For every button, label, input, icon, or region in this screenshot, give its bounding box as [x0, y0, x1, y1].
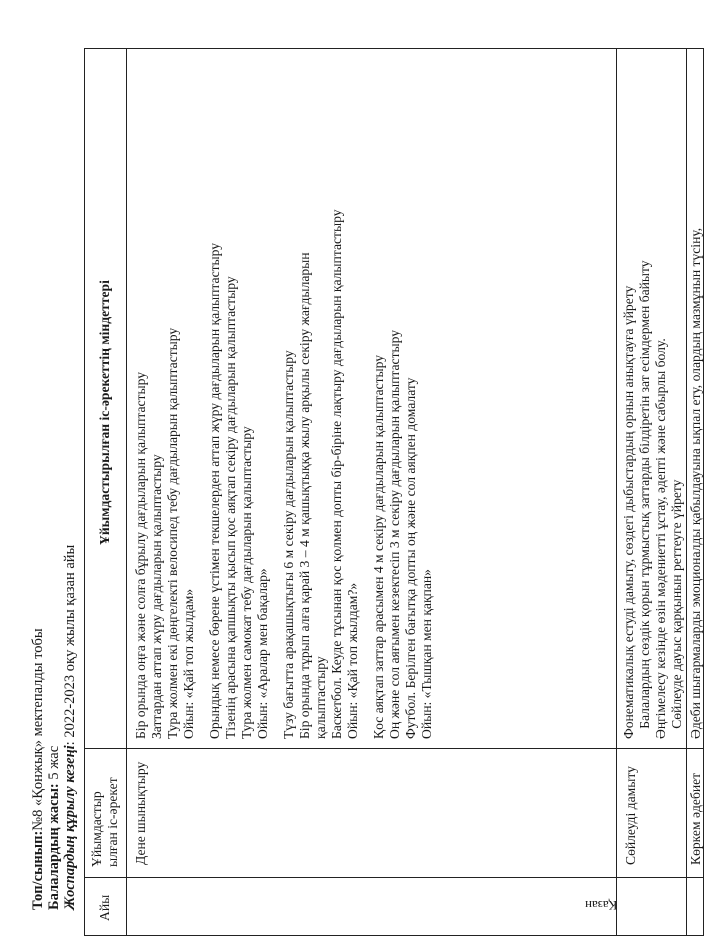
header-month: Айы	[97, 894, 112, 921]
task-item: Тізенің арасына қапшықты қысып қос аяқтап секіру дағдыларын қалыптастыру	[223, 276, 238, 739]
header-row	[85, 49, 127, 935]
task-item: Ойын: «Аралар мен бақалар»	[255, 568, 270, 739]
task-item: Оң және сол аяғымен кезектесіп 3 м секіру дағдыларын қалыптастыру	[387, 329, 402, 739]
task-item: Түзу бағытта арақашықтығы 6 м секіру дағдыларын қалыптастыру	[281, 350, 296, 739]
task-item: Тура жолмен екі дөңгелекті велосипед тебу дағдыларын қалыптастыру	[165, 327, 180, 739]
activity-speech: Сөйлеуді дамыту	[623, 766, 638, 865]
task-item: Заттардан аттап жүру дағдыларын қалыптастыру	[149, 454, 164, 739]
task-item: Баскетбол. Кеуде тұсынан қос қолмен допты бір-біріне лақтыру дағдыларын қалыптастыру	[329, 209, 344, 739]
age-label: Балалардың жасы:	[46, 783, 62, 910]
tasks-physical	[133, 210, 435, 740]
period-line	[62, 545, 78, 910]
activity-physical: Дене шынықтыру	[133, 761, 148, 865]
tasks-literature	[688, 228, 704, 739]
header-activity	[89, 777, 121, 867]
month-label: Қазан	[585, 898, 618, 913]
period-label: Жоспардың құрылу кезеңі	[62, 745, 78, 910]
task-item: Бір орында оңға және солға бұрылу дағдыларын қалыптастыру	[133, 371, 148, 739]
group-label: Топ/сынып:	[30, 830, 46, 910]
header-tasks: Ұйымдастырылған іс-әрекеттің міндеттері	[97, 280, 112, 545]
task-item: қалыптастыру	[313, 656, 328, 739]
task-item: Ойын: «Қай топ жылдам?»	[345, 582, 360, 739]
table-row	[617, 49, 687, 935]
group-line	[30, 628, 46, 910]
group-value: №8 «Қонжық» мектепалды тобы	[30, 628, 46, 831]
age-line	[46, 746, 62, 910]
task-item: Әңгімелесу кезінде өзін мәдениетті ұстау, әдепті және сабырлы болу.	[653, 338, 668, 739]
period-value: : 2022-2023 оқу жылы қазан айы	[62, 544, 78, 746]
activity-literature: Көркем әдебиет	[688, 772, 703, 865]
task-item: Әдеби шығармаларды эмоционалды қабылдауына ықпал ету, олардың мазмұнын түсіну,	[688, 227, 703, 739]
table-row	[127, 49, 617, 935]
task-item: Ойын: «Тышқан мен қақпан»	[419, 569, 434, 739]
task-item: Сөйлеуде дауыс қарқынын реттеуге үйрету	[669, 479, 684, 739]
age-value: 5 жас	[46, 745, 62, 784]
plan-table	[84, 48, 704, 936]
tasks-speech	[621, 260, 685, 739]
task-item: Тура жолмен самокат тебу дағдыларын қалыптастыру	[239, 426, 254, 739]
task-item: Қос аяқтап заттар арасымен 4 м секіру дағдыларын қалыптастыру	[371, 354, 386, 739]
task-item: Ойын: «Қай топ жылдам»	[181, 588, 196, 739]
task-item: Фонематикалық естуді дамыту, сөздегі дыбыстардың орнын анықтауға үйрету	[621, 285, 636, 739]
task-item: Бір орында тұрып алға қарай 3 – 4 м қашықтыққа жылу арқылы секіру жағдыларын	[297, 252, 312, 739]
table-row	[687, 49, 705, 935]
task-item: Футбол. Берілген бағытқа допты оң және сол аяқпен домалату	[403, 377, 418, 739]
task-item: Балалардың сөздік қорын тұрмыстық заттарды білдіретін зат есімдермен байыту	[637, 260, 652, 739]
header-activity-line2: ылған іс-әрекет	[105, 777, 120, 867]
task-item: Орындық немесе бөрене үстімен текшелерден аттап жүру дағдыларын қалыптастыру	[207, 242, 222, 739]
header-activity-line1: Ұйымдастыр	[89, 791, 104, 867]
